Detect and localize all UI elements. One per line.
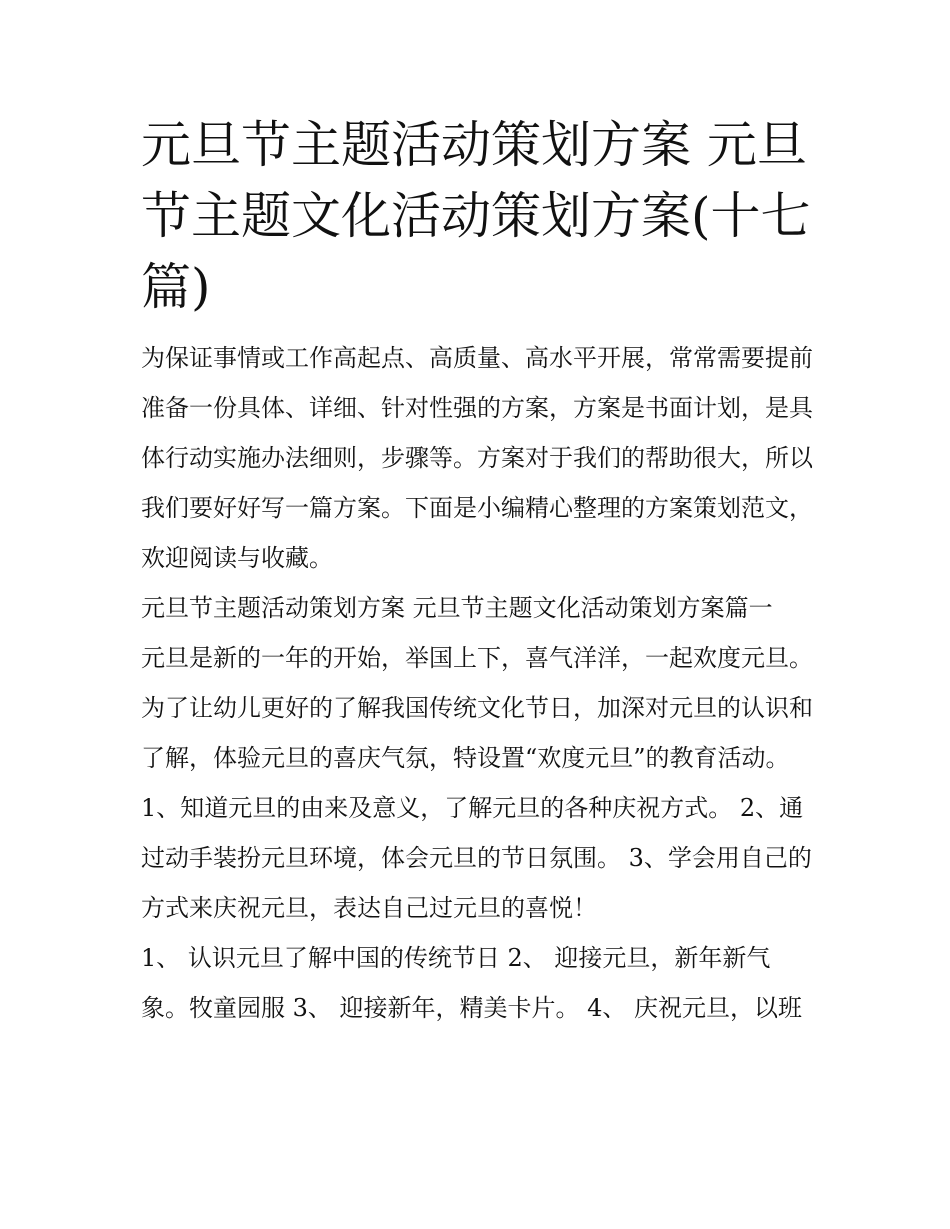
goals-paragraph: 1、知道元旦的由来及意义，了解元旦的各种庆祝方式。 2、通过动手装扮元旦环境，体会元旦的节日氛围。 3、学会用自己的方式来庆祝元旦，表达自己过元旦的喜悦！: [141, 794, 812, 922]
intro-paragraph: 为保证事情或工作高起点、高质量、高水平开展，常常需要提前准备一份具体、详细、针对性强的方案，方案是书面计划，是具体行动实施办法细则，步骤等。方案对于我们的帮助很大，所以我们要好好写一篇方案。下面是小编精心整理的方案策划范文，欢迎阅读与收藏。: [141, 344, 813, 572]
background-paragraph: 元旦是新的一年的开始，举国上下，喜气洋洋，一起欢度元旦。为了让幼儿更好的了解我国传统文化节日，加深对元旦的认识和了解，体验元旦的喜庆气氛，特设置“欢度元旦”的教育活动。: [141, 644, 813, 772]
section-heading: 元旦节主题活动策划方案 元旦节主题文化活动策划方案篇一: [141, 594, 773, 622]
document-page: [141, 110, 813, 1033]
document-title: 元旦节主题活动策划方案 元旦节主题文化活动策划方案(十七篇): [141, 116, 811, 316]
activities-paragraph: 1、 认识元旦了解中国的传统节日 2、 迎接元旦，新年新气象。牧童园服 3、 迎接新年，精美卡片。 4、 庆祝元旦，以班: [141, 944, 803, 1022]
